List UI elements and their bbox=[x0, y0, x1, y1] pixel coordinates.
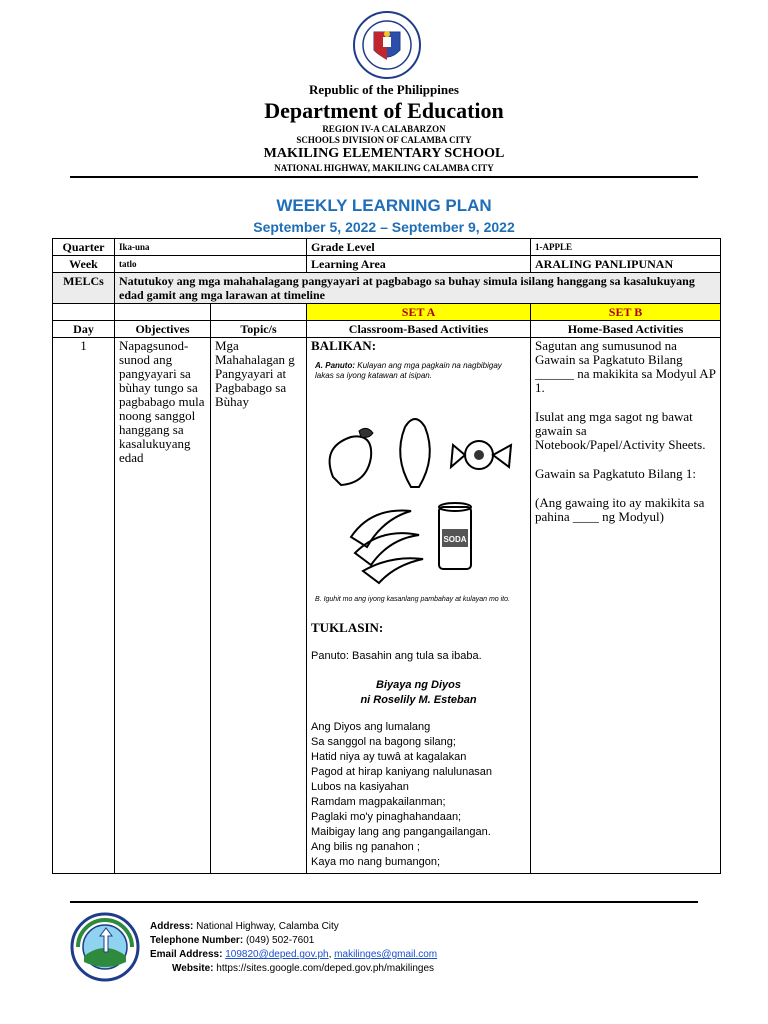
quarter-row bbox=[53, 239, 721, 256]
poem-line: Paglaki mo'y pinaghahandaan; bbox=[311, 811, 462, 823]
footer-website bbox=[172, 962, 434, 975]
worksheet-instruction-a bbox=[315, 361, 515, 381]
day-1-row bbox=[53, 338, 721, 874]
poem-line: Ang Diyos ang lumalang bbox=[311, 721, 431, 733]
school-address-heading: NATIONAL HIGHWAY, MAKILING CALAMBA CITY bbox=[274, 163, 494, 173]
plan-title: WEEKLY LEARNING PLAN bbox=[276, 196, 492, 215]
balikan-heading: BALIKAN: bbox=[311, 338, 377, 353]
banana-drawing bbox=[351, 511, 423, 583]
col-topics-header: Topic/s bbox=[211, 321, 307, 338]
email-separator: , bbox=[328, 949, 332, 960]
grade-level-label: Grade Level bbox=[307, 239, 531, 256]
home-activity-2: Isulat ang mga sagot ng bawat gawain sa Notebook/Papel/Activity Sheets. bbox=[535, 409, 706, 452]
email-link-1[interactable]: 109820@deped.gov.ph bbox=[225, 949, 329, 960]
worksheet-instruction-b: B. Iguhit mo ang iyong kasanlang pambahay at kulayan mo ito. bbox=[315, 596, 510, 603]
quarter-label: Quarter bbox=[53, 239, 115, 256]
poem-body bbox=[311, 720, 526, 870]
col-home-header: Home-Based Activities bbox=[531, 321, 721, 338]
home-activity-3: Gawain sa Pagkatuto Bilang 1: bbox=[535, 466, 697, 481]
classroom-activities-cell bbox=[307, 338, 531, 874]
grade-level-value: 1-APPLE bbox=[531, 239, 721, 256]
candy-drawing bbox=[451, 441, 511, 469]
week-label: Week bbox=[53, 256, 115, 273]
footer-email bbox=[150, 948, 437, 961]
home-activity-4: (Ang gawaing ito ay makikita sa pahina ____ ng Modyul) bbox=[535, 495, 705, 524]
website-value[interactable]: https://sites.google.com/deped.gov.ph/makilinges bbox=[216, 963, 435, 974]
eggplant-drawing bbox=[330, 428, 373, 485]
column-header-row bbox=[53, 321, 721, 338]
poem-line: Lubos na kasiyahan bbox=[311, 781, 409, 793]
address-label: Address: bbox=[150, 921, 194, 932]
region-heading: REGION IV-A CALABARZON bbox=[322, 124, 446, 134]
col-day-header: Day bbox=[53, 321, 115, 338]
deped-seal-logo bbox=[352, 10, 422, 80]
week-row bbox=[53, 256, 721, 273]
soda-label: SODA bbox=[443, 535, 467, 544]
footer-divider bbox=[70, 901, 698, 903]
week-value: tatlo bbox=[115, 256, 307, 273]
republic-heading: Republic of the Philippines bbox=[309, 82, 459, 97]
empty-cell bbox=[53, 304, 115, 321]
home-activities-cell bbox=[531, 338, 721, 874]
learning-area-value: ARALING PANLIPUNAN bbox=[531, 256, 721, 273]
home-activity-1: Sagutan ang sumusunod na Gawain sa Pagkatuto Bilang ______ na makikita sa Modyul AP 1. bbox=[535, 338, 716, 395]
website-label: Website: bbox=[172, 963, 214, 974]
poem-line: Ramdam magpakailanman; bbox=[311, 796, 446, 808]
footer-phone bbox=[150, 934, 314, 947]
email-label: Email Address: bbox=[150, 949, 223, 960]
food-drawings bbox=[311, 387, 523, 587]
poem-line: Sa sanggol na bagong silang; bbox=[311, 736, 456, 748]
topic-text: Mga Mahahalagan g Pangyayari at Pagbabago sa Bùhay bbox=[211, 338, 307, 874]
division-heading: SCHOOLS DIVISION OF CALAMBA CITY bbox=[296, 135, 472, 145]
set-b-label: SET B bbox=[531, 304, 721, 321]
footer-address bbox=[150, 920, 339, 933]
objective-text: Napagsunod-sunod ang pangyayari sa bùhay tungo sa pagbabago mula noong sanggol hanggang sa kasalukuyang edad bbox=[115, 338, 211, 874]
empty-cell bbox=[211, 304, 307, 321]
seed-drawing bbox=[400, 419, 430, 487]
poem-title: Biyaya ng Diyos bbox=[376, 679, 461, 691]
department-heading: Department of Education bbox=[264, 98, 504, 123]
col-objectives-header: Objectives bbox=[115, 321, 211, 338]
poem-line: Hatid niya ay tuwâ at kagalakan bbox=[311, 751, 467, 763]
melcs-value: Natutukoy ang mga mahahalagang pangyayari at pagbabago sa buhay simula isilang hanggang sa kasalukuyang edad gamit ang mga larawan at timeline bbox=[115, 273, 721, 304]
poem-line: Kaya mo nang bumangon; bbox=[311, 856, 441, 868]
quarter-value: Ika-una bbox=[115, 239, 307, 256]
melcs-row bbox=[53, 273, 721, 304]
set-a-label: SET A bbox=[307, 304, 531, 321]
plan-dates: September 5, 2022 – September 9, 2022 bbox=[253, 219, 515, 235]
phone-value: (049) 502-7601 bbox=[245, 935, 315, 946]
school-logo bbox=[70, 912, 140, 982]
panuto-text: Panuto: Basahin ang tula sa ibaba. bbox=[311, 650, 482, 662]
poem-author: ni Roselily M. Esteban bbox=[360, 694, 477, 706]
poem-line: Ang bilis ng panahon ; bbox=[311, 841, 420, 853]
poem-line: Maibigay lang ang pangangailangan. bbox=[311, 826, 491, 838]
tuklasin-heading: TUKLASIN: bbox=[311, 620, 384, 635]
school-heading: MAKILING ELEMENTARY SCHOOL bbox=[263, 146, 505, 161]
phone-label: Telephone Number: bbox=[150, 935, 244, 946]
empty-cell bbox=[115, 304, 211, 321]
weekly-learning-plan-table bbox=[52, 238, 721, 874]
set-row bbox=[53, 304, 721, 321]
melcs-label: MELCs bbox=[53, 273, 115, 304]
email-link-2[interactable]: makilinges@gmail.com bbox=[334, 949, 438, 960]
learning-area-label: Learning Area bbox=[307, 256, 531, 273]
worksheet-instruction-a-text: Kulayan ang mga pagkain na nagbibigay lakas sa iyong katawan at isipan. bbox=[315, 361, 502, 380]
address-value: National Highway, Calamba City bbox=[196, 921, 339, 932]
worksheet-image bbox=[311, 357, 523, 607]
col-classroom-header: Classroom-Based Activities bbox=[307, 321, 531, 338]
day-number: 1 bbox=[53, 338, 115, 874]
poem-line: Pagod at hirap kaniyang nalulunasan bbox=[311, 766, 493, 778]
header-divider bbox=[70, 176, 698, 178]
worksheet-instruction-a-label: A. Panuto: bbox=[315, 361, 356, 370]
